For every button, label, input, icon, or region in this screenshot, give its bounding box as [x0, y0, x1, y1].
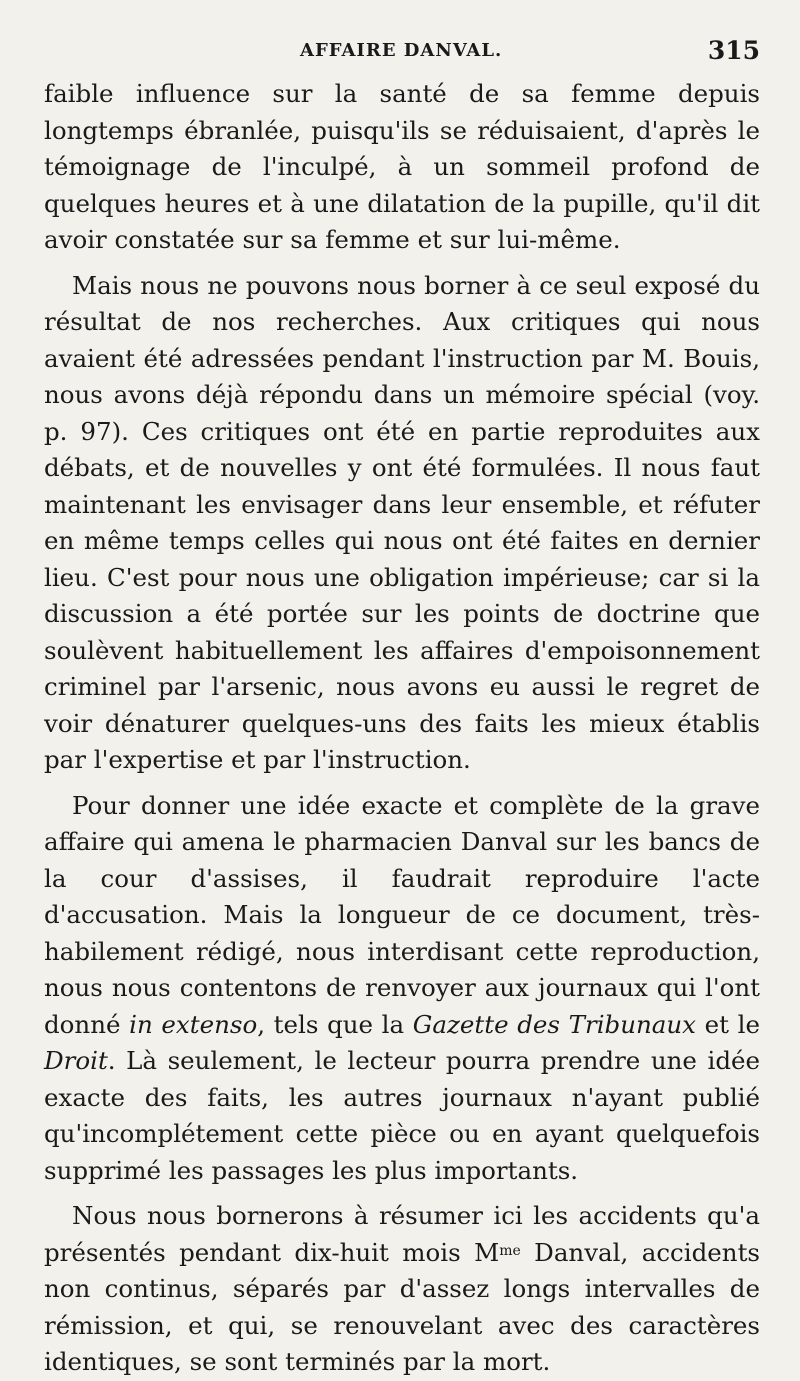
paragraph-4-text-2: Danval, accidents non continus, séparés par d'assez longs intervalles de rémission, et qui, se renouvelant avec des caractères identiques, se sont terminés par la mort. [44, 1237, 760, 1376]
paragraph-3-text-3: et le [695, 1009, 760, 1039]
paragraph-3 [44, 788, 760, 1190]
paragraph-1: faible influence sur la santé de sa femme depuis longtemps ébranlée, puisqu'ils se réduisaient, d'après le témoignage de l'inculpé, à un sommeil profond de quelques heures et à une dilatation de la pupille, qu'il dit avoir constatée sur sa femme et sur lui-même. [44, 79, 760, 254]
paragraph-3-text-4: . Là seulement, le lecteur pourra prendre une idée exacte des faits, les autres journaux n'ayant publié qu'incomplétement cette pièce ou en ayant quelquefois supprimé les passages les plus importants. [44, 1046, 760, 1185]
page-header [44, 36, 760, 70]
italic-in-extenso: in extenso [129, 1009, 258, 1039]
paragraph-3-text-1: Pour donner une idée exacte et complète de la grave affaire qui amena le pharmacien Danval sur les bancs de la cour d'assises, il faudrait reproduire l'acte d'accusation. Mais la longueur de ce document, très-habilement rédigé, nous interdisant cette reproduction, nous nous contentons de renvoyer aux journaux qui l'ont donné [44, 790, 760, 1039]
page-number: 315 [707, 36, 760, 65]
italic-gazette: Gazette des Tribunaux [412, 1009, 696, 1039]
italic-droit: Droit [44, 1046, 108, 1075]
body-text [44, 76, 760, 1381]
paragraph-3-text-2: , tels que la [257, 1009, 413, 1039]
paragraph-2: Mais nous ne pouvons nous borner à ce seul exposé du résultat de nos recherches. Aux critiques qui nous avaient été adressées pendant l'instruction par M. Bouis, nous avons déjà répondu dans un mémoire spécial (voy. p. 97). Ces critiques ont été en partie reproduites aux débats, et de nouvelles y ont été formulées. Il nous faut maintenant les envisager dans leur ensemble, et réfuter en même temps celles qui nous ont été faites en dernier lieu. C'est pour nous une obligation impérieuse; car si la discussion a été portée sur les points de doctrine que soulèvent habituellement les affaires d'empoisonnement criminel par l'arsenic, nous avons eu aussi le regret de voir dénaturer quelques-uns des faits les mieux établis par l'expertise et par l'instruction. [44, 270, 760, 774]
paragraph-4 [44, 1198, 760, 1381]
paragraph-4-text-1: Nous nous bornerons à résumer ici les accidents qu'a présentés pendant dix-huit mois M [44, 1201, 760, 1267]
running-head: AFFAIRE DANVAL. [300, 40, 503, 61]
superscript-me: me [499, 1242, 521, 1259]
